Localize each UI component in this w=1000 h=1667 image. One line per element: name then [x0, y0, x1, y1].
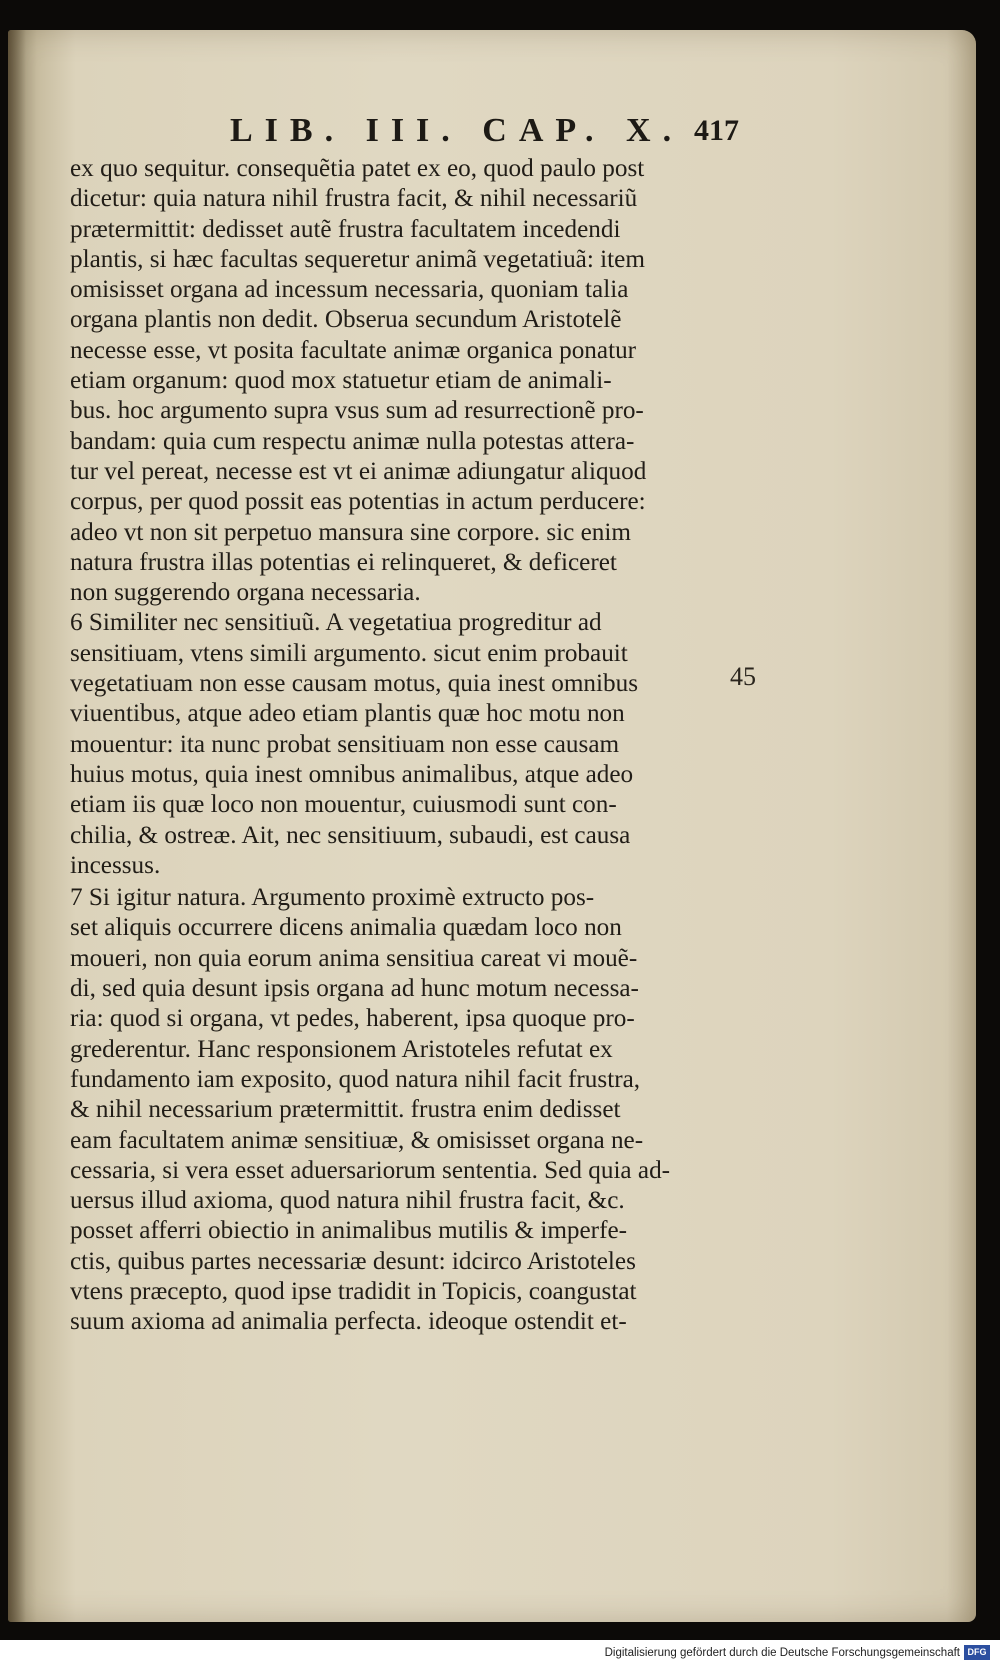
text-line: necesse esse, vt posita facultate animæ organica ponatur — [70, 336, 637, 364]
text-line: fundamento iam exposito, quod natura nihil facit frustra, — [70, 1065, 641, 1093]
text-line: plantis, si hæc facultas sequeretur animã vegetatiuã: item — [70, 245, 645, 273]
text-line: bus. hoc argumento supra vsus sum ad resurrectionẽ pro- — [70, 397, 644, 425]
text-line: omisisset organa ad incessum necessaria, quoniam talia — [70, 276, 629, 304]
text-line: cessaria, si vera esset aduersariorum sententia. Sed quia ad- — [70, 1156, 671, 1184]
text-line: sensitiuam, vtens simili argumento. sicut enim probauit — [70, 639, 628, 667]
text-line: & nihil necessarium prætermittit. frustra enim dedisset — [70, 1096, 621, 1124]
text-line: organa plantis non dedit. Obserua secundum Aristotelẽ — [70, 306, 622, 334]
footer-bar — [0, 1640, 1000, 1667]
text-line: suum axioma ad animalia perfecta. ideoque ostendit et- — [70, 1308, 627, 1336]
text-line: vegetatiuam non esse causam motus, quia inest omnibus — [70, 670, 639, 698]
funding-credit: Digitalisierung gefördert durch die Deutsche Forschungsgemeinschaft — [604, 1647, 960, 1659]
text-line: natura frustra illas potentias ei relinqueret, & deficeret — [70, 548, 617, 576]
book-page — [8, 30, 976, 1622]
text-line: dicetur: quia natura nihil frustra facit, & nihil necessariũ — [70, 185, 638, 213]
text-line: moueri, non quia eorum anima sensitiua careat vi mouẽ- — [70, 944, 638, 972]
text-line: set aliquis occurrere dicens animalia quædam loco non — [70, 914, 622, 942]
text-line: non suggerendo organa necessaria. — [70, 579, 421, 607]
text-line: di, sed quia desunt ipsis organa ad hunc motum necessa- — [70, 975, 639, 1003]
running-title: LIB. III. CAP. X. — [230, 112, 684, 149]
text-line: vtens præcepto, quod ipse tradidit in Topicis, coangustat — [70, 1277, 637, 1305]
text-line: etiam iis quæ loco non mouentur, cuiusmodi sunt con- — [70, 791, 617, 819]
dfg-logo-icon: DFG — [964, 1645, 990, 1660]
text-line: ria: quod si organa, vt pedes, haberent, ipsa quoque pro- — [70, 1005, 635, 1033]
folio-number: 417 — [694, 114, 739, 147]
text-line: 6 Similiter nec sensitiuũ. A vegetatiua progreditur ad — [70, 609, 602, 637]
text-line: etiam organum: quod mox statuetur etiam de animali- — [70, 367, 612, 395]
text-line: ex quo sequitur. consequẽtia patet ex eo, quod paulo post — [70, 155, 645, 182]
text-line: viuentibus, atque adeo etiam plantis quæ hoc motu non — [70, 700, 625, 728]
text-line: corpus, per quod possit eas potentias in actum perducere: — [70, 488, 646, 516]
text-line: uersus illud axioma, quod natura nihil frustra facit, &c. — [70, 1187, 625, 1215]
text-line: posset afferri obiectio in animalibus mutilis & imperfe- — [70, 1217, 628, 1245]
margin-note: 45 — [730, 662, 756, 691]
text-line: incessus. — [70, 851, 161, 879]
text-line: chilia, & ostreæ. Ait, nec sensitiuum, subaudi, est causa — [70, 821, 631, 849]
text-line: eam facultatem animæ sensitiuæ, & omisisset organa ne- — [70, 1126, 644, 1154]
body-text — [70, 154, 740, 1338]
text-line: adeo vt non sit perpetuo mansura sine corpore. sic enim — [70, 518, 631, 546]
text-line: grederentur. Hanc responsionem Aristoteles refutat ex — [70, 1035, 613, 1063]
text-line: huius motus, quia inest omnibus animalibus, atque adeo — [70, 760, 634, 788]
page-header — [8, 112, 976, 152]
text-line: bandam: quia cum respectu animæ nulla potestas attera- — [70, 427, 635, 455]
text-line: ctis, quibus partes necessariæ desunt: idcirco Aristoteles — [70, 1247, 636, 1275]
text-line: prætermittit: dedisset autẽ frustra facultatem incedendi — [70, 215, 621, 243]
text-line: tur vel pereat, necesse est vt ei animæ adiungatur aliquod — [70, 457, 647, 485]
text-line: mouentur: ita nunc probat sensitiuam non esse causam — [70, 730, 620, 758]
text-line: 7 Si igitur natura. Argumento proximè extructo pos- — [70, 884, 595, 912]
